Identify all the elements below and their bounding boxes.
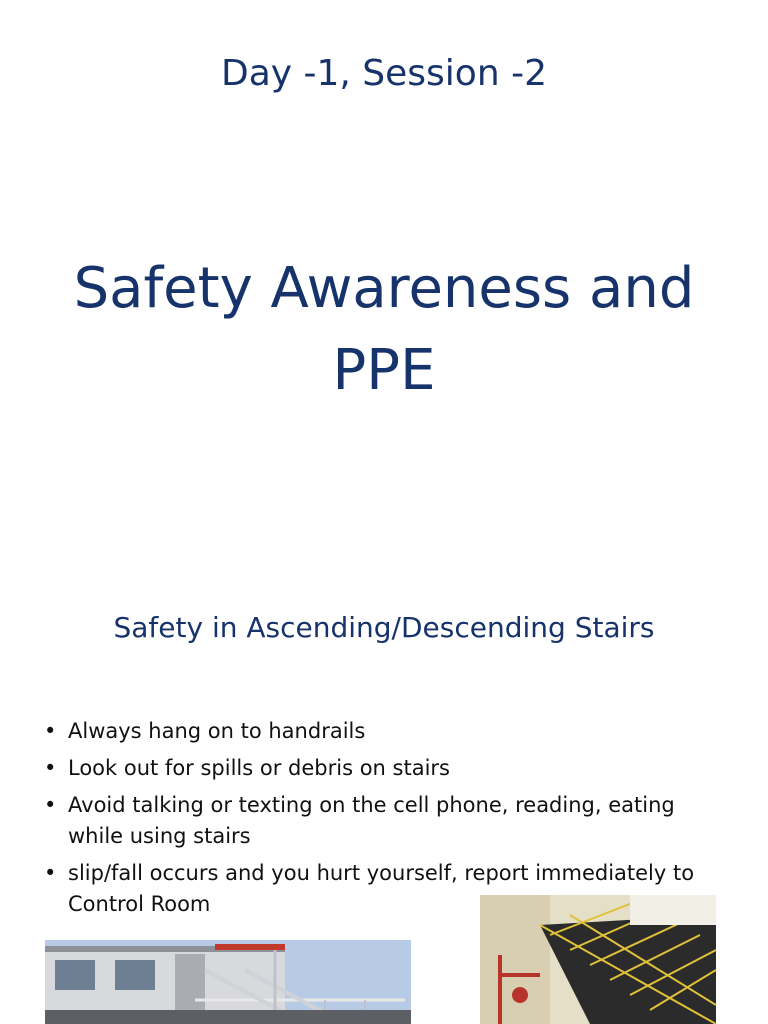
main-title — [0, 248, 768, 412]
bullet-text: Always hang on to handrails — [68, 719, 366, 743]
bullet-item — [44, 753, 724, 784]
section-heading: Safety in Ascending/Descending Stairs — [113, 611, 655, 644]
bullet-dot: • — [44, 861, 57, 885]
bullet-text: slip/fall occurs and you hurt yourself, report immediately to Control Room — [68, 861, 695, 916]
bullet-item — [44, 716, 724, 747]
bullet-dot: • — [44, 793, 57, 817]
main-title-line-2: PPE — [332, 338, 436, 403]
bullet-item — [44, 790, 724, 852]
outdoor-staircase-photo — [45, 940, 411, 1024]
session-title: Day -1, Session -2 — [220, 53, 547, 94]
indoor-staircase-photo — [480, 895, 716, 1024]
bullet-dot: • — [44, 756, 57, 780]
main-title-line-1: Safety Awareness and — [73, 256, 695, 321]
bullet-dot: • — [44, 719, 57, 743]
bullet-text: Avoid talking or texting on the cell phone, reading, eating while using stairs — [68, 793, 675, 848]
bullet-text: Look out for spills or debris on stairs — [68, 756, 450, 780]
